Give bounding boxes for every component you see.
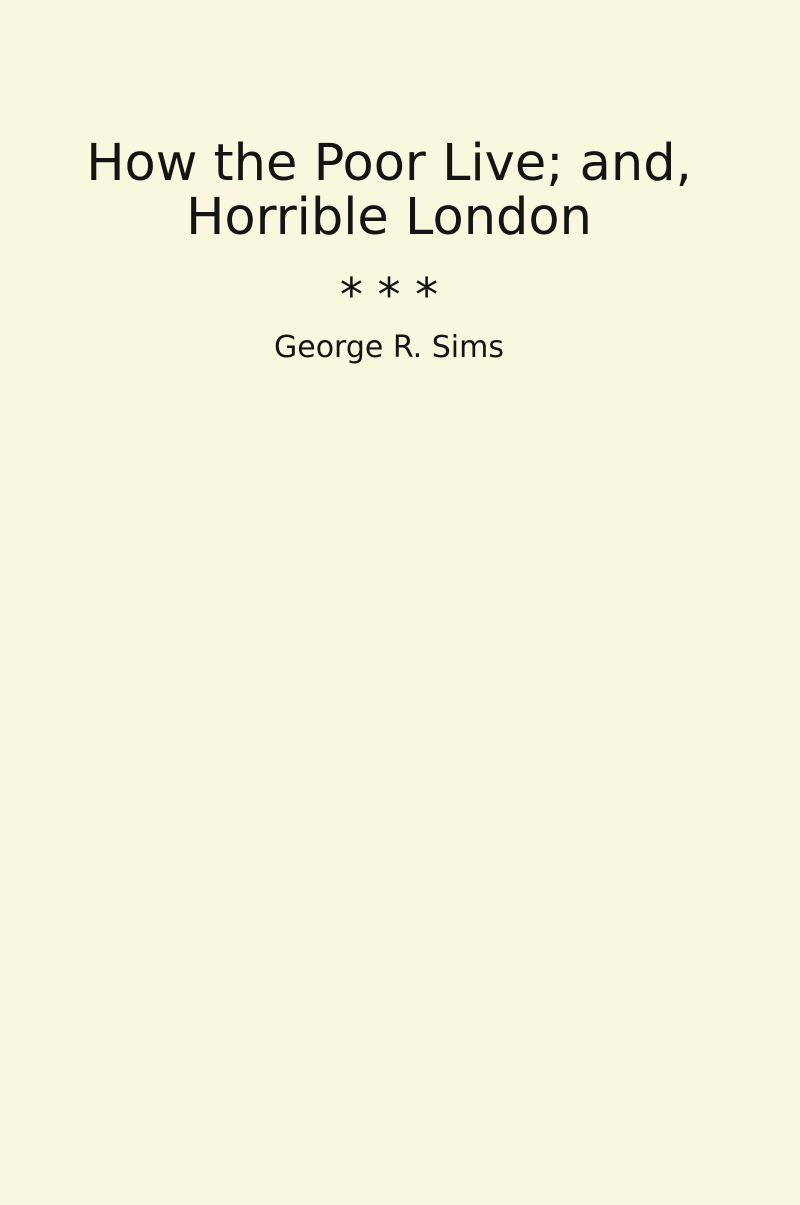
book-title <box>0 134 778 247</box>
asterisk-separator: * * * <box>339 268 439 323</box>
book-title-line1: How the Poor Live; and, <box>86 134 692 193</box>
author-name: George R. Sims <box>274 329 504 365</box>
book-title-line2: Horrible London <box>186 187 592 247</box>
